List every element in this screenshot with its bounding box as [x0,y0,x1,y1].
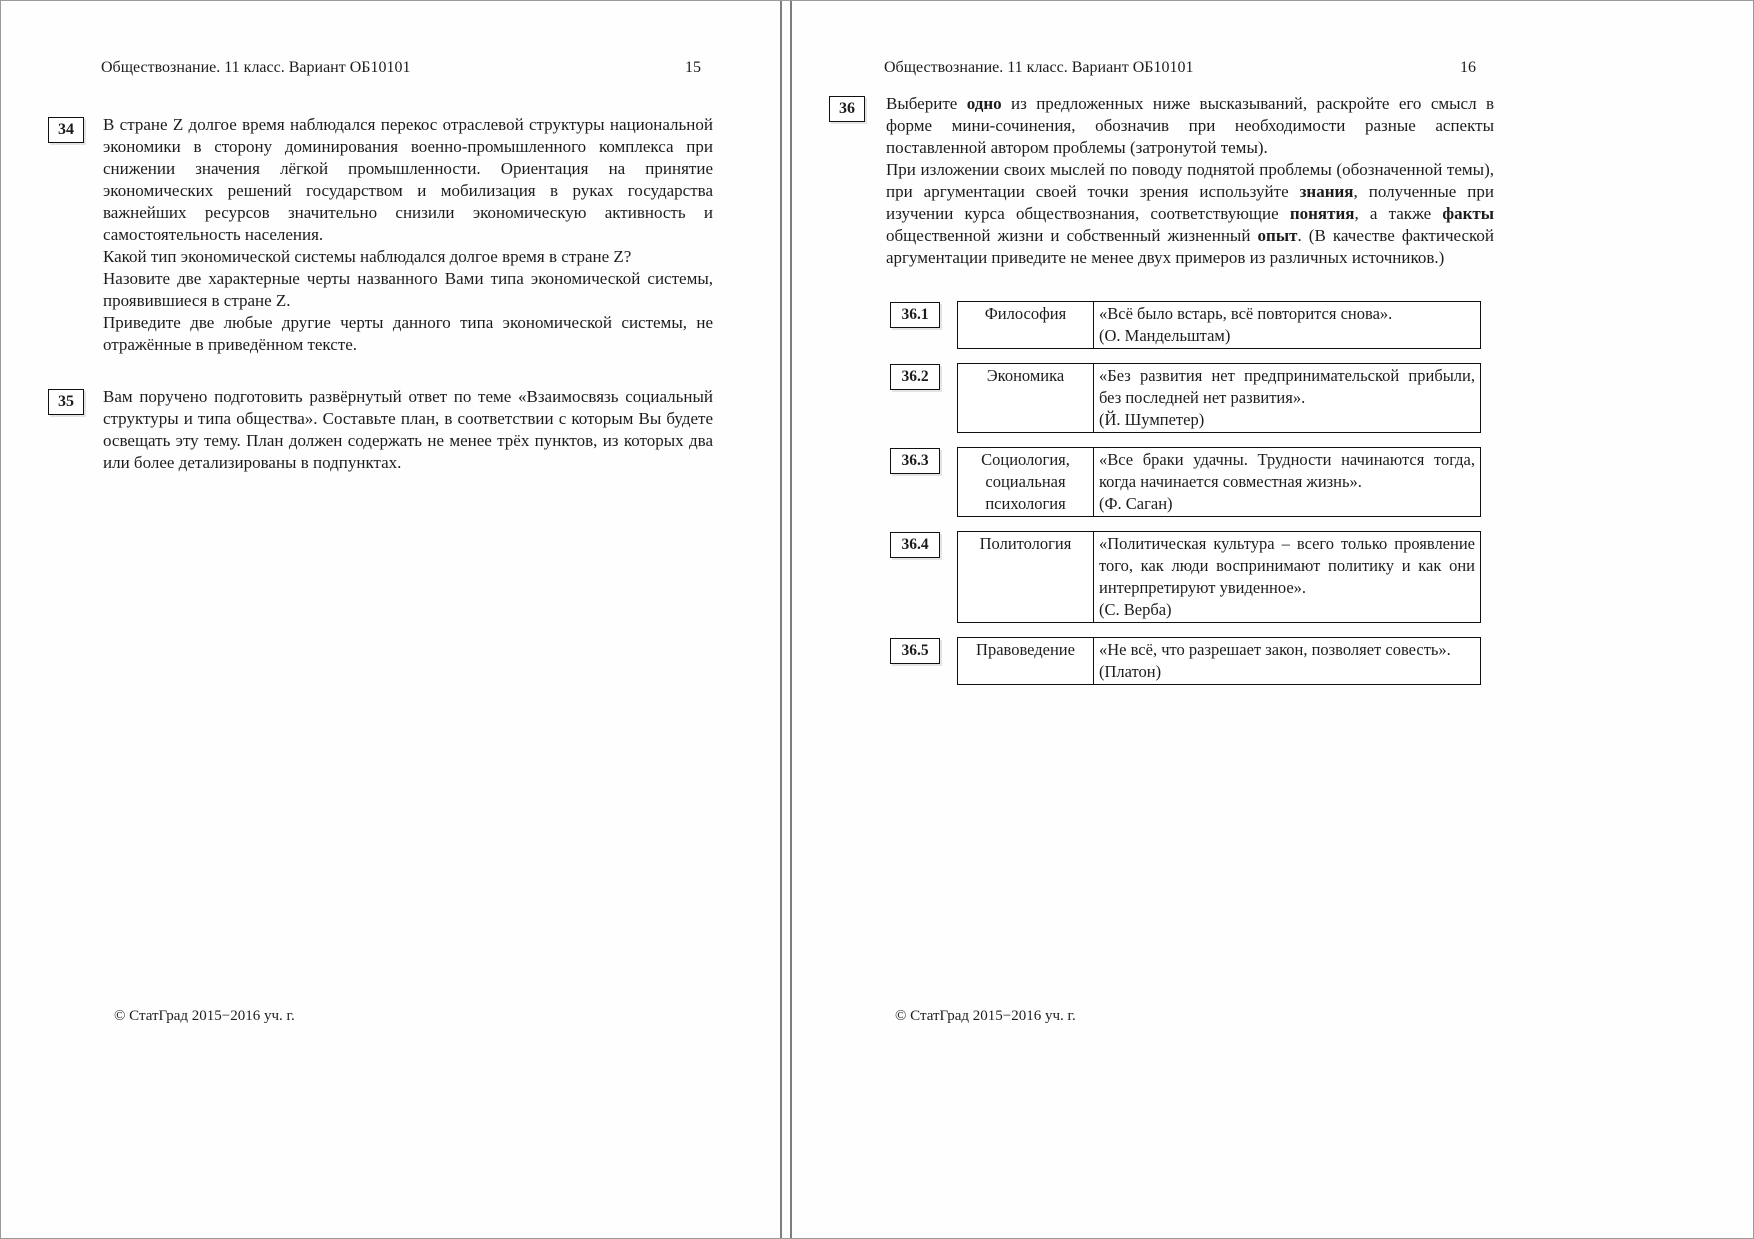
table-row [890,531,1530,623]
topic-table [957,363,1481,433]
table-row [890,301,1530,349]
paragraph-text: общественной жизни и собственный жизненный [886,226,1258,245]
table-row [890,637,1530,685]
question-text [103,114,713,356]
paragraph-text: При изложении своих мыслей по поводу поднятой проблемы (обозначенной темы), при аргументации своей точки зрения используйте [886,160,1494,201]
paragraph-text: , а также [1354,204,1443,223]
quote-author: (Платон) [1099,662,1162,681]
table-row [890,447,1530,517]
page-16 [790,1,1754,1238]
copyright-footer: © СтатГрад 2015−2016 уч. г. [895,1008,1076,1024]
quote-author: (Й. Шумпетер) [1099,410,1205,429]
question-number-box: 35 [48,389,84,415]
quote-text: «Без развития нет предпринимательской прибыли, без последней нет развития». [1099,366,1475,407]
question-paragraph [886,159,1494,269]
topic-number-box: 36.1 [890,302,940,328]
copyright-footer: © СтатГрад 2015−2016 уч. г. [114,1008,295,1024]
quote-author: (О. Мандельштам) [1099,326,1231,345]
topic-number-box: 36.3 [890,448,940,474]
question-paragraph [886,93,1494,159]
quote-text: «Не всё, что разрешает закон, позволяет совесть». [1099,640,1451,659]
paragraph-text: , полученные при изучении курса обществознания, соответствующие [886,182,1495,223]
paragraph-text: из предложенных ниже высказываний, раскройте его смысл в форме мини-сочинения, обозначив при необходимости разные аспекты поставленной автором проблемы (затронутой темы). [886,94,1494,157]
question-36 [829,93,1494,269]
bold-term: понятия [1289,204,1355,223]
page-number: 15 [685,59,701,76]
quote-cell [1094,448,1480,516]
question-paragraph: Приведите две любые другие черты данного типа экономической системы, не отражённые в приведённом тексте. [103,313,713,354]
header-title: Обществознание. 11 класс. Вариант ОБ10101 [884,59,1194,76]
topic-table [957,301,1481,349]
question-paragraph: Вам поручено подготовить развёрнутый ответ по теме «Взаимосвязь социальный структуры и типа общества». Составьте план, в соответствии с которым Вы будете освещать эту тему. План должен содержать не менее трёх пунктов, из которых два или более детализированы в подпунктах. [103,387,713,472]
question-paragraph: Какой тип экономической системы наблюдался долгое время в стране Z? [103,247,632,266]
question-text [886,93,1494,269]
topic-table [957,531,1481,623]
discipline-cell: Экономика [958,364,1094,432]
page-number: 16 [1460,59,1476,76]
bold-term: одно [966,94,1002,113]
question-number-box: 34 [48,117,84,143]
discipline-cell: Философия [958,302,1094,348]
topic-number-box: 36.5 [890,638,940,664]
quote-author: (Ф. Саган) [1099,494,1173,513]
header-title: Обществознание. 11 класс. Вариант ОБ10101 [101,59,411,76]
table-row [890,363,1530,433]
discipline-cell: Политология [958,532,1094,622]
discipline-cell: Правоведение [958,638,1094,684]
question-34 [48,114,713,356]
topic-number-box: 36.4 [890,532,940,558]
quote-author: (С. Верба) [1099,600,1172,619]
discipline-cell: Социология, социальная психология [958,448,1094,516]
bold-term: опыт [1257,226,1298,245]
quote-cell [1094,638,1480,684]
page-header [101,58,701,78]
quote-cell [1094,532,1480,622]
quote-text: «Политическая культура – всего только проявление того, как люди воспринимают политику и как они интерпретируют увиденное». [1099,534,1475,597]
page-15 [1,1,782,1238]
topic-table [957,637,1481,685]
question-number-box: 36 [829,96,865,122]
bold-term: знания [1299,182,1354,201]
quote-text: «Всё было встарь, всё повторится снова». [1099,304,1393,323]
essay-topics-table [890,301,1530,699]
quote-text: «Все браки удачны. Трудности начинаются тогда, когда начинается совместная жизнь». [1099,450,1475,491]
quote-cell [1094,364,1480,432]
question-paragraph: В стране Z долгое время наблюдался перекос отраслевой структуры национальной экономики в сторону доминирования военно-промышленного комплекса при снижении значения лёгкой промышленности. Ориентация на принятие экономических решений государством и мобилизация в руках государства важнейших ресурсов значительно снизили экономическую активность и самостоятельность населения. [103,115,713,244]
topic-table [957,447,1481,517]
page-header [884,58,1476,78]
question-paragraph: Назовите две характерные черты названного Вами типа экономической системы, проявившиеся в стране Z. [103,269,713,310]
question-text [103,386,713,474]
paragraph-text: . (В качестве фактической аргументации приведите не менее двух примеров из различных источников.) [886,226,1495,267]
paragraph-text: Выберите [886,94,967,113]
bold-term: факты [1442,204,1495,223]
question-35 [48,386,713,474]
quote-cell [1094,302,1480,348]
topic-number-box: 36.2 [890,364,940,390]
